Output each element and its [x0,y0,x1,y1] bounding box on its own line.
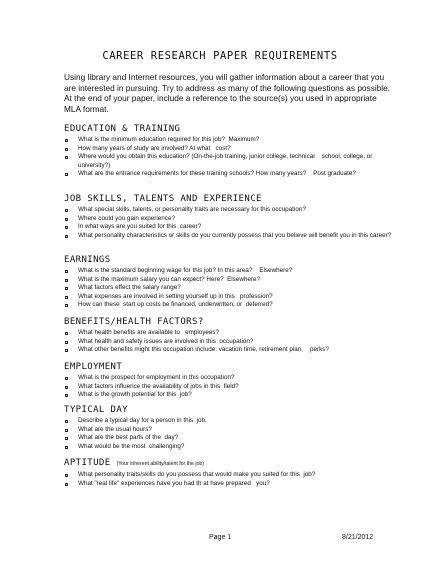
section-heading-text: APTITUDE [64,458,111,468]
question-text: What expenses are involved in setting yourself up in this profession? [78,292,273,300]
question-item [64,276,404,285]
square-bullet-icon [65,386,68,389]
section-heading [64,124,404,135]
question-text: What factors influence the availability of jobs in this field? [78,382,239,390]
section-heading-text: EDUCATION & TRAINING [64,124,181,134]
section-heading-text: EARNINGS [64,255,111,265]
square-bullet-icon [65,483,68,486]
question-text: What is the minimum education required for this job? Maximum? [78,136,260,143]
question-text: What other benefits might this occupation include: vacation time, retirement plan, perks? [78,346,329,354]
section-heading [64,405,404,416]
question-text: Where could you gain experience? [78,214,175,222]
question-list [64,267,404,310]
question-item [64,284,404,293]
section-heading-text: TYPICAL DAY [64,405,129,415]
question-item [64,136,404,145]
question-text: Where would you obtain this education? (On-the-job training, junior college, technical school, college, or university?) [78,153,375,169]
question-item [64,232,404,241]
section-typical-day [64,405,404,451]
question-list [64,374,404,400]
question-list [64,206,404,240]
question-item [64,338,404,347]
section-employment [64,362,404,400]
square-bullet-icon [65,446,68,449]
square-bullet-icon [65,279,68,282]
square-bullet-icon [65,218,68,221]
question-text: What personality characteristics or skills do you currently possess that you believe will benefit you in this career? [78,231,392,239]
square-bullet-icon [65,341,68,344]
question-item [64,223,404,232]
section-heading-note: (Your inherent ability/talent for the job) [116,461,205,467]
question-item [64,145,404,154]
question-item [64,293,404,302]
question-text: How can these start up costs be financed, underwritten, or deferred? [78,301,273,309]
section-heading [64,255,404,266]
intro-paragraph: Using library and Internet resources, you will gather information about a career that you are interested in pursuing. Try to address as many of the following questions as possible. At the end of your paper, include a reference to the source(s) you used in appropriate MLA format. [64,72,391,114]
question-item [64,267,404,276]
question-item [64,443,404,452]
footer-page-number: Page 1 [209,534,232,541]
question-item [64,346,404,355]
question-text: What is the growth potential for this job? [78,391,192,399]
question-item [64,329,404,338]
question-list [64,471,404,488]
question-item [64,434,404,443]
square-bullet-icon [65,209,68,212]
question-item [64,426,404,435]
question-text: What factors effect the salary range? [78,284,181,292]
question-item [64,374,404,383]
footer-date: 8/21/2012 [342,534,374,541]
square-bullet-icon [65,287,68,290]
square-bullet-icon [65,270,68,273]
square-bullet-icon [65,332,68,335]
question-text: What is the standard beginning wage for this job? In this area? Elsewhere? [78,267,293,274]
section-job-skills-talents-and-experience [64,194,404,240]
question-text: Describe a typical day for a person in this job. [78,417,207,424]
square-bullet-icon [65,156,68,159]
section-education-training [64,124,404,179]
question-list [64,329,404,355]
section-benefits-health-factors [64,317,404,355]
question-item [64,480,404,489]
question-text: What personality traits/skills do you possess that would make you suited for this job? [78,471,316,478]
square-bullet-icon [65,394,68,397]
section-heading [64,194,404,205]
question-text: What health and safety issues are involved in this occupation? [78,337,254,345]
square-bullet-icon [65,139,68,142]
square-bullet-icon [65,349,68,352]
question-text: What are the best parts of the day? [78,434,179,442]
question-item [64,417,404,426]
section-heading [64,458,404,470]
question-text: What special skills, talents, or personality traits are necessary for this occupation? [78,206,306,213]
square-bullet-icon [65,377,68,380]
question-list [64,136,404,179]
question-item [64,301,404,310]
section-heading [64,362,404,373]
question-text: What health benefits are available to employees? [78,329,220,336]
question-list [64,417,404,451]
square-bullet-icon [65,296,68,299]
section-heading-text: JOB SKILLS, TALENTS AND EXPERIENCE [64,194,262,204]
question-text: How many years of study are involved? At what cost? [78,144,231,152]
question-text: In what ways are you suited for this career? [78,223,202,231]
question-item [64,383,404,392]
section-aptitude [64,458,404,488]
square-bullet-icon [65,235,68,238]
question-item [64,391,404,400]
square-bullet-icon [65,226,68,229]
question-item [64,170,404,179]
square-bullet-icon [65,437,68,440]
question-text: What "real life" experiences have you had th at have prepared you? [78,479,270,487]
question-item [64,206,404,215]
question-item [64,153,404,170]
page-title: CAREER RESEARCH PAPER REQUIREMENTS [102,50,338,62]
square-bullet-icon [65,429,68,432]
question-text: What is the prospect for employment in this occupation? [78,374,235,381]
square-bullet-icon [65,173,68,176]
question-text: What would be the most challenging? [78,442,185,450]
section-heading-text: BENEFITS/HEALTH FACTORS? [64,317,204,327]
section-earnings [64,255,404,310]
square-bullet-icon [65,420,68,423]
question-text: What are the usual hours? [78,425,152,433]
question-text: What is the maximum salary you can expect? Here? Elsewhere? [78,275,260,283]
question-item [64,471,404,480]
section-heading-text: EMPLOYMENT [64,362,123,372]
section-heading [64,317,404,328]
square-bullet-icon [65,474,68,477]
question-item [64,215,404,224]
square-bullet-icon [65,148,68,151]
question-text: What are the entrance requirements for these training schools? How many years? Post graduate? [78,170,356,178]
square-bullet-icon [65,304,68,307]
